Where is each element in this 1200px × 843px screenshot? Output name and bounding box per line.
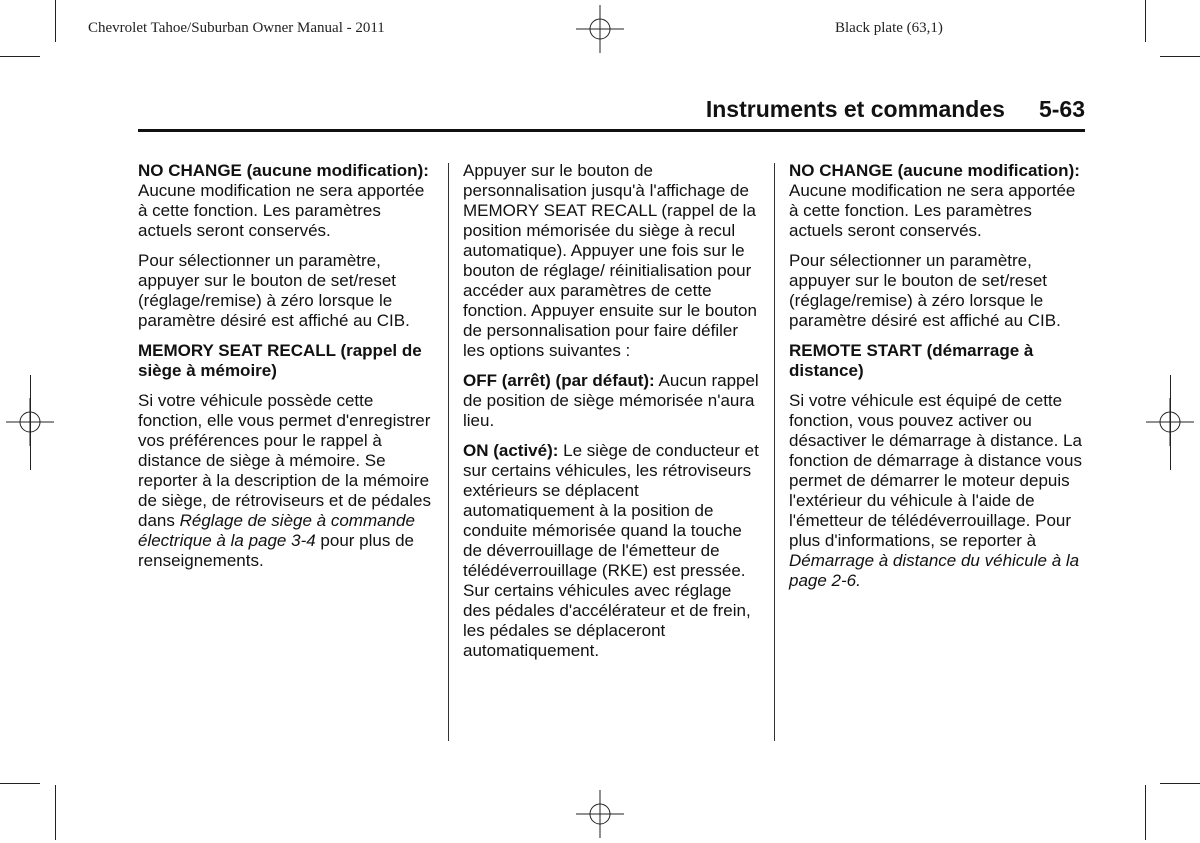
crop-mark-top-left-v [55,0,56,42]
crop-mark-bottom-right-h [1160,783,1200,784]
crop-mark-top-left-h [0,56,40,57]
crop-mark-top-right-h [1160,56,1200,57]
text-column-3 [789,161,1087,601]
column-divider-1 [448,163,449,741]
registration-line-right [1170,375,1171,470]
section-title: Instruments et commandes [705,96,1005,122]
term-label: OFF (arrêt) (par défaut): [463,371,655,390]
column-divider-2 [774,163,775,741]
crop-mark-bottom-right-v [1145,785,1146,840]
crop-mark-top-right-v [1145,0,1146,42]
paragraph-off [463,371,763,431]
text-column-1 [138,161,436,581]
paragraph-remote-start [789,391,1087,591]
cross-reference: Réglage de siège à commande électrique à la page 3-4 [138,511,415,550]
text-column-2 [463,161,763,671]
paragraph-on [463,441,763,661]
paragraph-no-change [789,161,1087,241]
term-label: NO CHANGE (aucune modification): [138,161,429,180]
paragraph-select-param: Pour sélectionner un paramètre, appuyer sur le bouton de set/reset (réglage/remise) à zéro lorsque le paramètre désiré est affiché au CIB. [789,251,1061,330]
registration-line-left [30,375,31,470]
term-text: Le siège de conducteur et sur certains véhicules, les rétroviseurs extérieurs se déplacent automatiquement à la position de conduite mémorisée quand la touche de déverrouillage de l'émetteur de télédéverrouillage (RKE) est pressée. Sur certains véhicules avec réglage des pédales d'accélérateur et de frein, les pédales se déplaceront automatiquement. [463,441,759,660]
term-text: Aucune modification ne sera apportée à cette fonction. Les paramètres actuels seront conservés. [138,181,425,240]
paragraph-instructions: Appuyer sur le bouton de personnalisation jusqu'à l'affichage de MEMORY SEAT RECALL (rappel de la position mémorisée du siège à recul automatique). Appuyer une fois sur le bouton de réglage/ réinitialisation pour accéder aux paramètres de cette fonction. Appuyer ensuite sur le bouton de personnalisation pour faire défiler les options suivantes : [463,161,757,360]
crop-mark-bottom-left-v [55,785,56,840]
paragraph-memory-seat [138,391,436,571]
registration-mark-top [576,5,624,53]
crop-mark-bottom-left-h [0,783,40,784]
section-rule [138,129,1085,132]
print-header-right: Black plate (63,1) [835,20,943,36]
page-number: 5-63 [1038,96,1085,122]
paragraph-no-change [138,161,436,241]
body-text-end: pour plus de renseignements. [138,531,414,570]
term-text: Aucune modification ne sera apportée à cette fonction. Les paramètres actuels seront conservés. [789,181,1076,240]
subheading-remote-start: REMOTE START (démarrage à distance) [789,341,1034,380]
term-label: NO CHANGE (aucune modification): [789,161,1080,180]
paragraph-select-param: Pour sélectionner un paramètre, appuyer sur le bouton de set/reset (réglage/remise) à zéro lorsque le paramètre désiré est affiché au CIB. [138,251,410,330]
term-text: Aucun rappel de position de siège mémorisée n'aura lieu. [463,371,759,430]
subheading-memory-seat-recall: MEMORY SEAT RECALL (rappel de siège à mémoire) [138,341,422,380]
print-header-left: Chevrolet Tahoe/Suburban Owner Manual - 2011 [88,20,385,36]
registration-mark-bottom [576,790,624,838]
section-header [138,96,1085,123]
body-text: Si votre véhicule est équipé de cette fonction, vous pouvez activer ou désactiver le démarrage à distance. La fonction de démarrage à distance vous permet de démarrer le moteur depuis l'extérieur du véhicule à l'aide de l'émetteur de télédéverrouillage. Pour plus d'informations, se reporter à [789,391,1082,550]
cross-reference: Démarrage à distance du véhicule à la page 2-6. [789,551,1080,590]
body-text: Si votre véhicule possède cette fonction, elle vous permet d'enregistrer vos préférences pour le rappel à distance de siège à mémoire. Se reporter à la description de la mémoire de siège, de rétroviseurs et de pédales dans [138,391,431,530]
term-label: ON (activé): [463,441,559,460]
